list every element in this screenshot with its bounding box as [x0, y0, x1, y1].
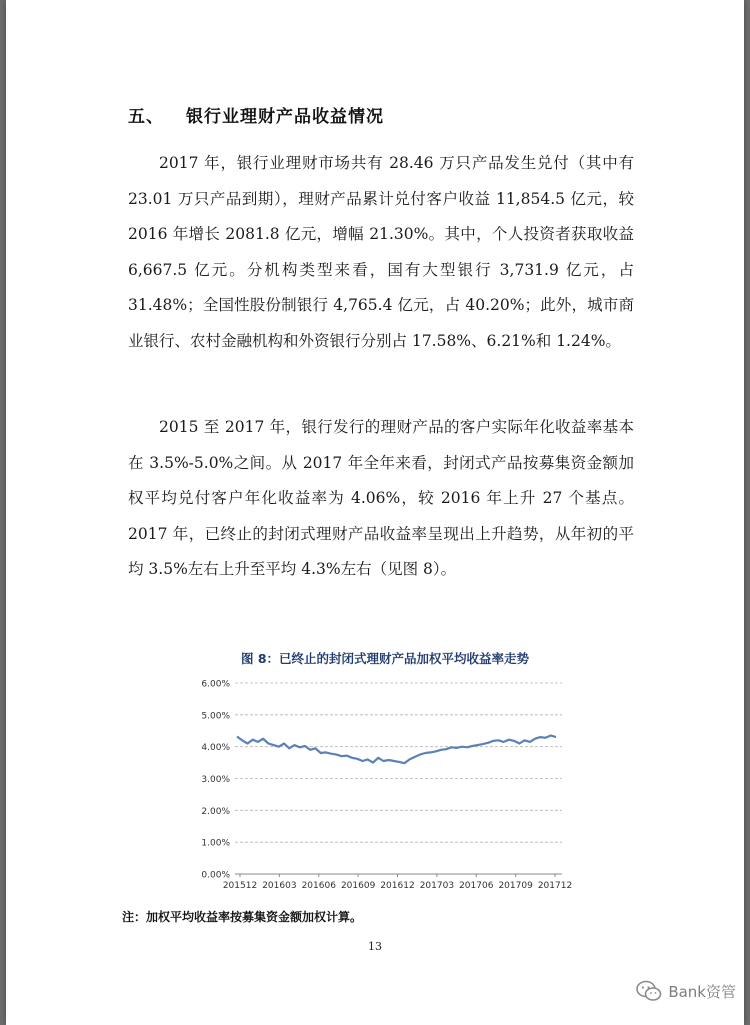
section-title: 银行业理财产品收益情况	[186, 107, 384, 127]
y-tick-label: 5.00%	[201, 711, 230, 722]
x-tick-label: 201603	[262, 881, 297, 891]
watermark-text: Bank资管	[668, 982, 736, 1001]
series-line	[237, 736, 556, 764]
x-tick-label: 201606	[301, 881, 336, 891]
x-tick-label: 201512	[222, 881, 258, 891]
chart-svg	[190, 645, 580, 895]
y-tick-label: 2.00%	[201, 806, 230, 817]
x-tick-label: 201703	[419, 881, 455, 891]
watermark	[636, 980, 736, 1002]
x-tick-label: 201612	[380, 881, 415, 891]
wechat-icon	[636, 980, 662, 1002]
section-heading	[128, 102, 384, 127]
y-tick-label: 3.00%	[201, 775, 230, 785]
x-tick-label: 201706	[459, 881, 494, 891]
y-tick-label: 1.00%	[201, 838, 230, 849]
y-tick-label: 6.00%	[201, 679, 230, 690]
chart-title: 图 8：已终止的封闭式理财产品加权平均收益率走势	[240, 651, 530, 666]
paragraph-2: 2015 至 2017 年，银行发行的理财产品的客户实际年化收益率基本在 3.5%-5.0%之间。从 2017 年全年来看，封闭式产品按募集资金额加权平均兑付客户年化收益率为 4.06%，较 2016 年上升 27 个基点。2017 年，已终止的封闭式理财产品收益率呈现出上升趋势，从年初的平均 3.5%左右上升至平均 4.3%左右（见图 8）。	[128, 418, 634, 578]
x-tick-label: 201712	[537, 881, 573, 891]
y-tick-label: 0.00%	[201, 870, 230, 881]
x-tick-label: 201709	[498, 881, 533, 891]
section-number: 五、	[128, 107, 164, 127]
yield-trend-chart	[190, 645, 580, 895]
y-tick-label: 4.00%	[201, 743, 230, 754]
chart-note: 注：加权平均收益率按募集资金额加权计算。	[122, 910, 363, 924]
paragraph-1: 2017 年，银行业理财市场共有 28.46 万只产品发生兑付（其中有 23.01 万只产品到期），理财产品累计兑付客户收益 11,854.5 亿元，较 2016 年增长 2081.8 亿元，增幅 21.30%。其中，个人投资者获取收益 6,667.5 亿元。分机构类型来看，国有大型银行 3,731.9 亿元，占 31.48%；全国性股份制银行 4,765.4 亿元，占 40.20%；此外，城市商业银行、农村金融机构和外资银行分别占 17.58%、6.21%和 1.24%。	[128, 154, 634, 350]
x-tick-label: 201609	[340, 881, 376, 891]
page-number: 13	[368, 940, 382, 953]
